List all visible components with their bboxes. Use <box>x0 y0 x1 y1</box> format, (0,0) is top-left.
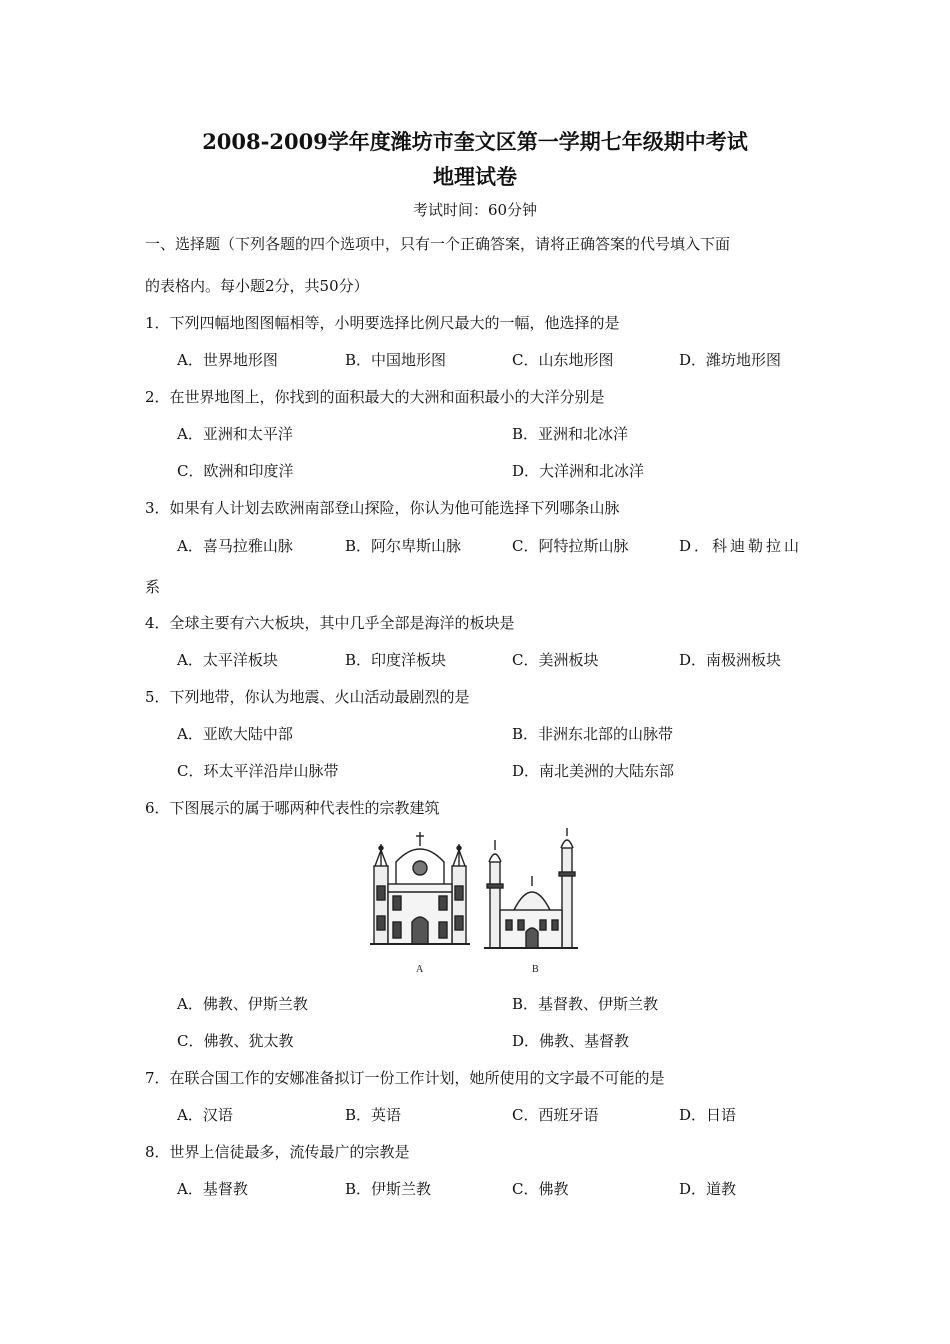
question-8-stem: 8．世界上信徒最多，流传最广的宗教是 <box>145 1143 410 1161</box>
mosque-drawing <box>484 828 578 948</box>
question-6-option-d: D．佛教、基督教 <box>512 1032 630 1050</box>
question-3-wrap: 系 <box>145 578 161 596</box>
question-4-option-d: D．南极洲板块 <box>679 651 782 669</box>
question-3-option-b: B．阿尔卑斯山脉 <box>345 537 462 555</box>
question-2-option-b: B．亚洲和北冰洋 <box>512 425 629 443</box>
question-4-option-b: B．印度洋板块 <box>345 651 447 669</box>
question-8-option-b: B．伊斯兰教 <box>345 1180 432 1198</box>
question-5-option-c: C．环太平洋沿岸山脉带 <box>177 762 339 780</box>
question-8-option-c: C．佛教 <box>512 1180 569 1198</box>
question-3-option-a: A．喜马拉雅山脉 <box>177 537 293 555</box>
cathedral-drawing <box>370 832 470 944</box>
question-2-option-c: C．欧洲和印度洋 <box>177 462 294 480</box>
question-6-stem: 6．下图展示的属于哪两种代表性的宗教建筑 <box>145 799 440 817</box>
question-7-option-b: B．英语 <box>345 1106 402 1124</box>
religious-buildings-drawing <box>366 826 586 978</box>
exam-title: 2008-2009学年度潍坊市奎文区第一学期七年级期中考试 <box>202 129 748 154</box>
exam-time: 考试时间：60分钟 <box>412 201 538 219</box>
question-1-option-b: B．中国地形图 <box>345 351 447 369</box>
question-4-stem: 4．全球主要有六大板块，其中几乎全部是海洋的板块是 <box>145 614 515 632</box>
question-3-option-c: C．阿特拉斯山脉 <box>512 537 629 555</box>
exam-subtitle: 地理试卷 <box>433 164 517 189</box>
question-3-stem: 3．如果有人计划去欧洲南部登山探险，你认为他可能选择下列哪条山脉 <box>145 499 620 517</box>
question-1-option-a: A．世界地形图 <box>177 351 278 369</box>
question-7-stem: 7．在联合国工作的安娜准备拟订一份工作计划，她所使用的文字最不可能的是 <box>145 1069 665 1087</box>
religious-buildings-figure <box>366 826 586 978</box>
question-5-stem: 5．下列地带，你认为地震、火山活动最剧烈的是 <box>145 688 470 706</box>
question-1-stem: 1．下列四幅地图图幅相等，小明要选择比例尺最大的一幅，他选择的是 <box>145 314 620 332</box>
figure-label-a: A <box>416 964 424 975</box>
question-1-option-c: C．山东地形图 <box>512 351 614 369</box>
question-4-option-c: C．美洲板块 <box>512 651 599 669</box>
question-6-option-a: A．佛教、伊斯兰教 <box>177 995 308 1013</box>
question-6-option-b: B．基督教、伊斯兰教 <box>512 995 659 1013</box>
section-intro-line1: 一、选择题（下列各题的四个选项中，只有一个正确答案，请将正确答案的代号填入下面 <box>145 235 731 253</box>
question-8-option-d: D．道教 <box>679 1180 737 1198</box>
question-8-option-a: A．基督教 <box>177 1180 248 1198</box>
question-7-option-d: D．日语 <box>679 1106 737 1124</box>
question-2-option-d: D．大洋洲和北冰洋 <box>512 462 645 480</box>
question-7-option-a: A．汉语 <box>177 1106 233 1124</box>
question-5-option-b: B．非洲东北部的山脉带 <box>512 725 674 743</box>
question-5-option-d: D．南北美洲的大陆东部 <box>512 762 675 780</box>
figure-label-b: B <box>532 964 539 975</box>
question-3-option-d: D．科迪勒拉山 <box>679 537 803 555</box>
question-6-option-c: C．佛教、犹太教 <box>177 1032 294 1050</box>
question-7-option-c: C．西班牙语 <box>512 1106 599 1124</box>
question-1-option-d: D．潍坊地形图 <box>679 351 782 369</box>
question-4-option-a: A．太平洋板块 <box>177 651 278 669</box>
question-2-option-a: A．亚洲和太平洋 <box>177 425 293 443</box>
section-intro-line2: 的表格内。每小题2分，共50分） <box>145 277 369 295</box>
question-2-stem: 2．在世界地图上，你找到的面积最大的大洲和面积最小的大洋分别是 <box>145 388 605 406</box>
question-5-option-a: A．亚欧大陆中部 <box>177 725 293 743</box>
